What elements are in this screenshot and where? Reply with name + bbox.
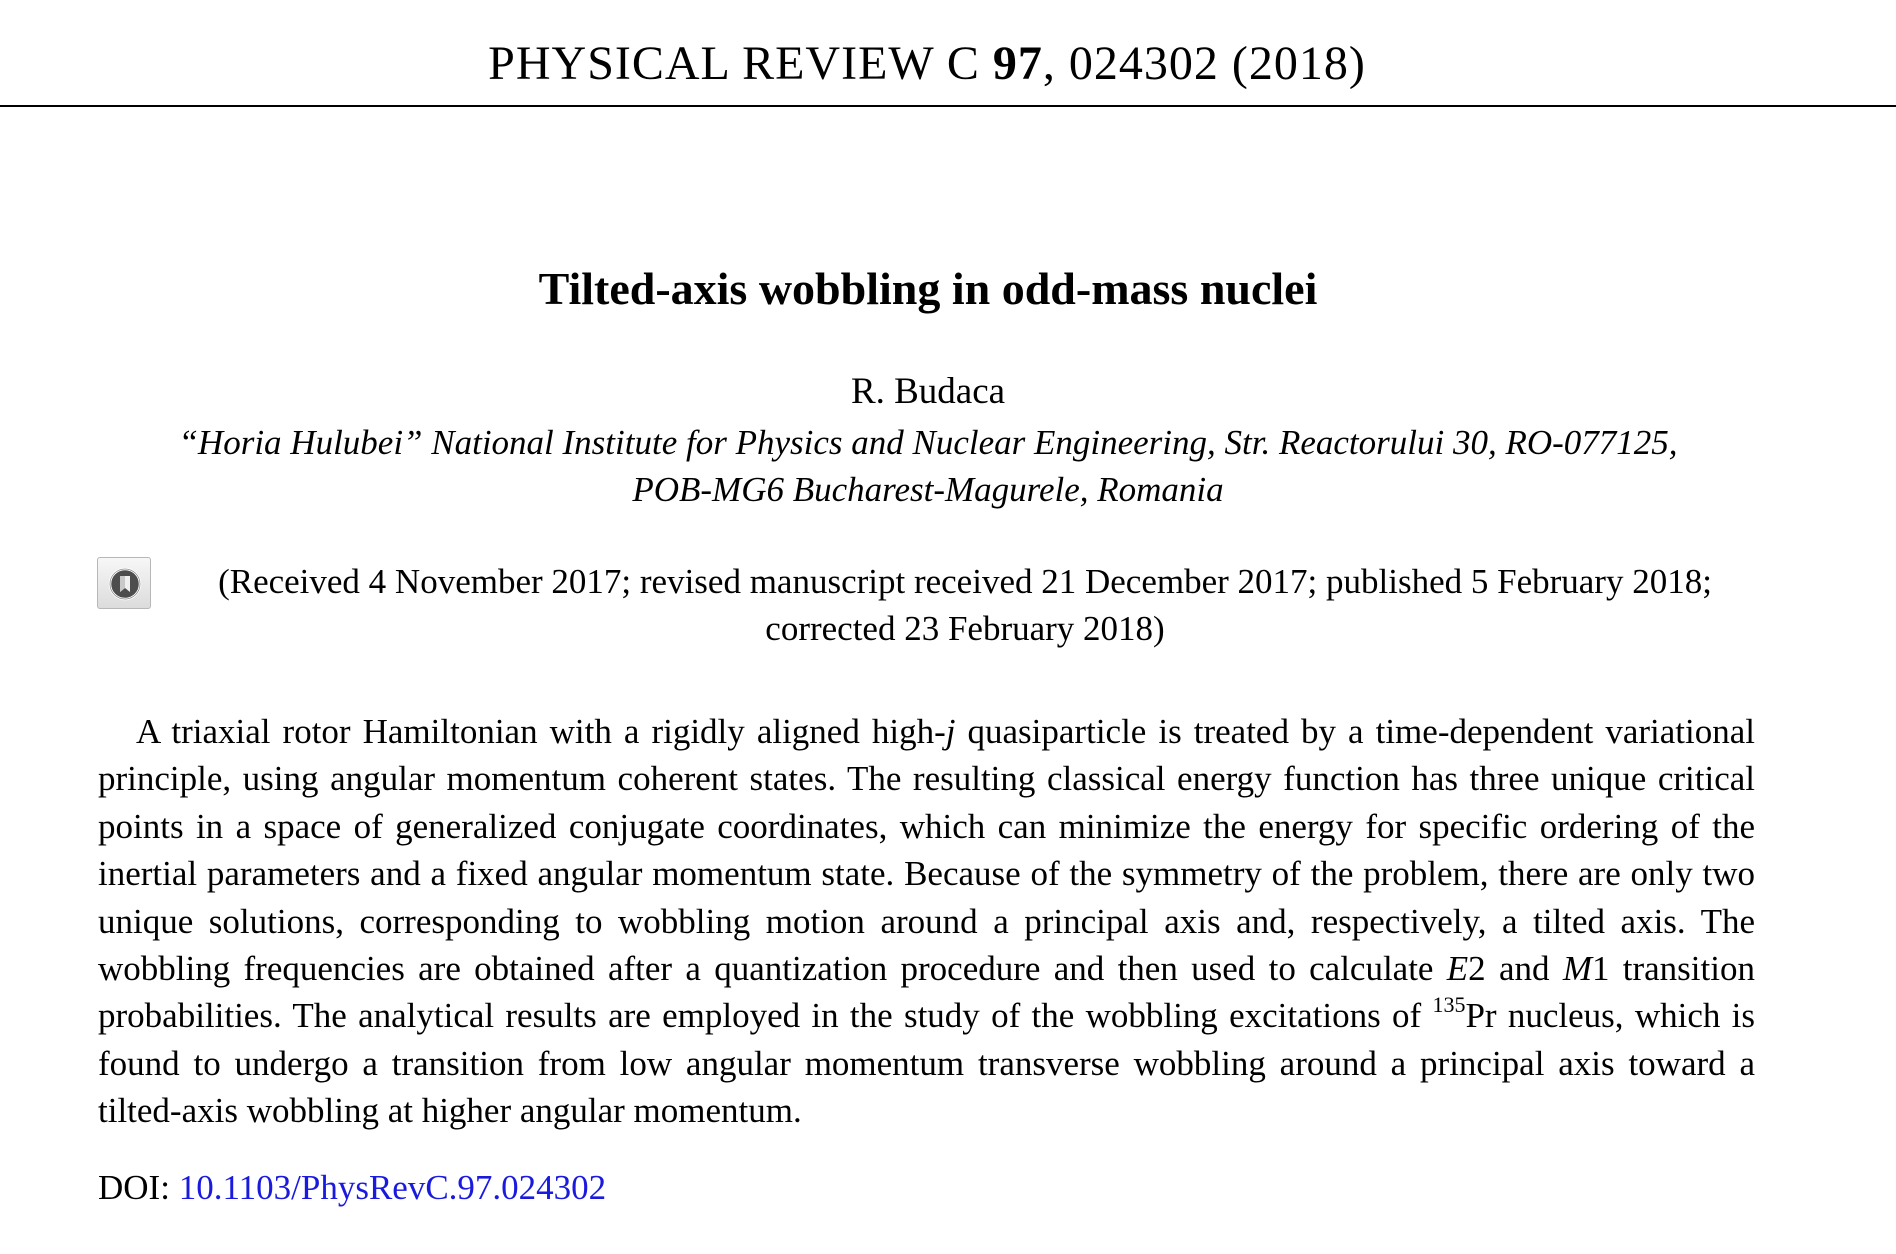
- author-name: R. Budaca: [850, 371, 1006, 412]
- crossmark-icon: [107, 566, 143, 602]
- mass-number: 135: [1432, 992, 1466, 1018]
- author-affiliation: [90, 419, 1766, 513]
- journal-header: [0, 37, 1854, 90]
- doi-label: DOI:: [98, 1168, 179, 1207]
- crossmark-button[interactable]: [97, 557, 151, 609]
- abstract-text: A triaxial rotor Hamiltonian with a rigidly aligned high-j quasiparticle is treated by a time-dependent variational principle, using angular momentum coherent states. The resulting classical energy function has three unique critical points in a space of generalized conjugate coordinates, which can minimize the energy for specific ordering of the inertial parameters and a fixed angular momentum state. Because of the symmetry of the problem, there are only two unique solutions, corresponding to wobbling motion around a principal axis and, respectively, a tilted axis. The wobbling frequencies are obtained after a quantization procedure and then used to calculate E2 and M1 transition probabilities. The analytical results are employed in the study of the wobbling excitations of $^{135}$Pr nucleus, which is found to undergo a transition from low angular momentum transverse wobbling around a principal axis toward a tilted-axis wobbling at higher angular momentum.: [98, 712, 1755, 1131]
- doi-link[interactable]: 10.1103/PhysRevC.97.024302: [178, 1168, 607, 1207]
- journal-volume: 97: [992, 37, 1043, 90]
- affiliation-line-1: “Horia Hulubei” National Institute for Physics and Nuclear Engineering, Str. Reactorului 30, RO-077125,: [178, 423, 1678, 462]
- article-title: Tilted-axis wobbling in odd-mass nuclei: [538, 263, 1318, 314]
- affiliation-line-2: POB-MG6 Bucharest-Magurele, Romania: [632, 470, 1224, 509]
- journal-citation: , 024302 (2018): [1042, 37, 1366, 90]
- doi-line: [98, 1170, 606, 1205]
- publication-dates: (Received 4 November 2017; revised manuscript received 21 December 2017; published 5 February 2018; corrected 23 February 2018): [218, 562, 1712, 648]
- journal-name: PHYSICAL REVIEW C: [488, 37, 980, 90]
- header-rule: [0, 105, 1896, 107]
